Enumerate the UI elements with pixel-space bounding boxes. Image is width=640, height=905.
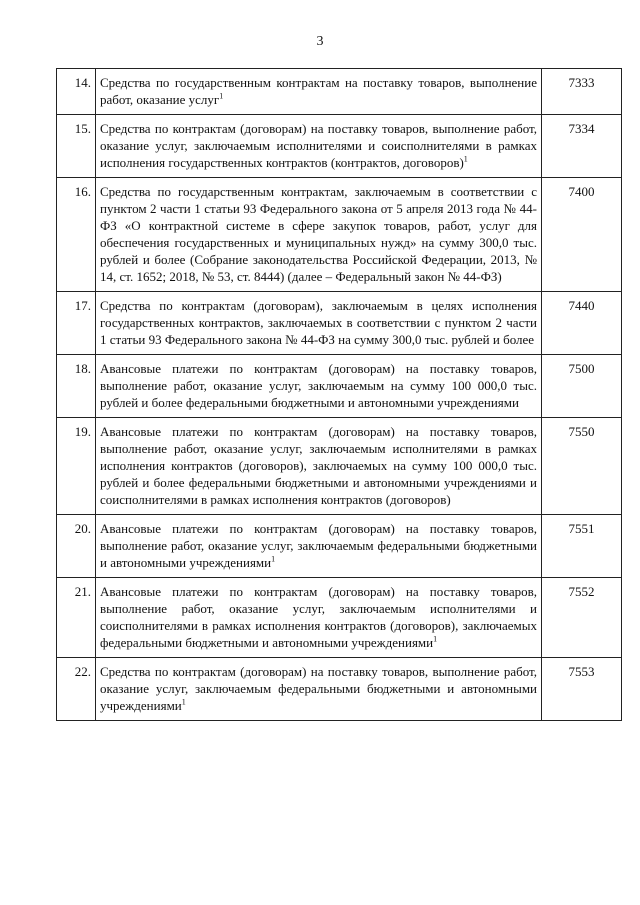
row-number: 21. — [57, 578, 96, 658]
footnote-marker: 1 — [433, 634, 438, 644]
row-description — [96, 355, 542, 418]
row-description-text: Авансовые платежи по контрактам (договорам) на поставку товаров, выполнение работ, оказание услуг, заключаемым исполнителями и соисполнителями в рамках исполнения контрактов (договоров), заключаемых федеральными бюджетными и автономными учреждениями — [100, 584, 537, 650]
row-description-text: Средства по контрактам (договорам) на поставку товаров, выполнение работ, оказание услуг, заключаемым федеральными бюджетными и автономными учреждениями — [100, 664, 537, 713]
row-description — [96, 292, 542, 355]
footnote-marker: 1 — [271, 554, 276, 564]
row-description-text: Авансовые платежи по контрактам (договорам) на поставку товаров, выполнение работ, оказание услуг, заключаемым исполнителями в рамках исполнения контрактов (договоров), заключаемых на сумму 100 000,0 тыс. рублей и более федеральными бюджетными и автономными учреждениями и соисполнителями в рамках исполнения контрактов (договоров) — [100, 424, 537, 507]
table-row — [57, 515, 622, 578]
row-description — [96, 418, 542, 515]
row-description-text: Средства по государственным контрактам на поставку товаров, выполнение работ, оказание услуг — [100, 75, 537, 107]
row-number: 19. — [57, 418, 96, 515]
table-row — [57, 292, 622, 355]
row-description — [96, 69, 542, 115]
table-row — [57, 418, 622, 515]
row-description — [96, 515, 542, 578]
row-number: 20. — [57, 515, 96, 578]
row-description — [96, 115, 542, 178]
row-number: 14. — [57, 69, 96, 115]
row-code: 7334 — [542, 115, 622, 178]
row-code: 7550 — [542, 418, 622, 515]
row-code: 7400 — [542, 178, 622, 292]
page-number: 3 — [316, 34, 324, 49]
row-description-text: Авансовые платежи по контрактам (договорам) на поставку товаров, выполнение работ, оказание услуг, заключаемым на сумму 100 000,0 тыс. рублей и более федеральными бюджетными и автономными учреждениями — [100, 361, 537, 410]
row-code: 7551 — [542, 515, 622, 578]
row-number: 15. — [57, 115, 96, 178]
row-code: 7552 — [542, 578, 622, 658]
table-row — [57, 69, 622, 115]
footnote-marker: 1 — [219, 91, 224, 101]
table-row — [57, 658, 622, 721]
row-code: 7500 — [542, 355, 622, 418]
row-number: 17. — [57, 292, 96, 355]
row-description-text: Средства по контрактам (договорам) на поставку товаров, выполнение работ, оказание услуг, заключаемым исполнителями и соисполнителями в рамках исполнения государственных контрактов (контрактов, договоров) — [100, 121, 537, 170]
row-code: 7440 — [542, 292, 622, 355]
table-row — [57, 178, 622, 292]
row-number: 18. — [57, 355, 96, 418]
codes-table — [56, 68, 622, 721]
row-description — [96, 178, 542, 292]
row-number: 22. — [57, 658, 96, 721]
row-description-text: Средства по государственным контрактам, заключаемым в соответствии с пунктом 2 части 1 статьи 93 Федерального закона от 5 апреля 2013 года № 44-ФЗ «О контрактной системе в сфере закупок товаров, работ, услуг для обеспечения государственных и муниципальных нужд» на сумму 300,0 тыс. рублей и более (Собрание законодательства Российской Федерации, 2013, № 14, ст. 1652; 2018, № 53, ст. 8444) (далее – Федеральный закон № 44-ФЗ) — [100, 184, 537, 284]
row-description — [96, 578, 542, 658]
table-row — [57, 355, 622, 418]
row-description-text: Средства по контрактам (договорам), заключаемым в целях исполнения государственных контрактов, заключаемых в соответствии с пунктом 2 части 1 статьи 93 Федерального закона № 44-ФЗ на сумму 300,0 тыс. рублей и более — [100, 298, 537, 347]
table-row — [57, 578, 622, 658]
row-description-text: Авансовые платежи по контрактам (договорам) на поставку товаров, выполнение работ, оказание услуг, заключаемым федеральными бюджетными и автономными учреждениями — [100, 521, 537, 570]
table-row — [57, 115, 622, 178]
row-code: 7553 — [542, 658, 622, 721]
row-number: 16. — [57, 178, 96, 292]
footnote-marker: 1 — [181, 697, 186, 707]
codes-table-body — [57, 69, 622, 721]
footnote-marker: 1 — [463, 154, 468, 164]
row-description — [96, 658, 542, 721]
row-code: 7333 — [542, 69, 622, 115]
